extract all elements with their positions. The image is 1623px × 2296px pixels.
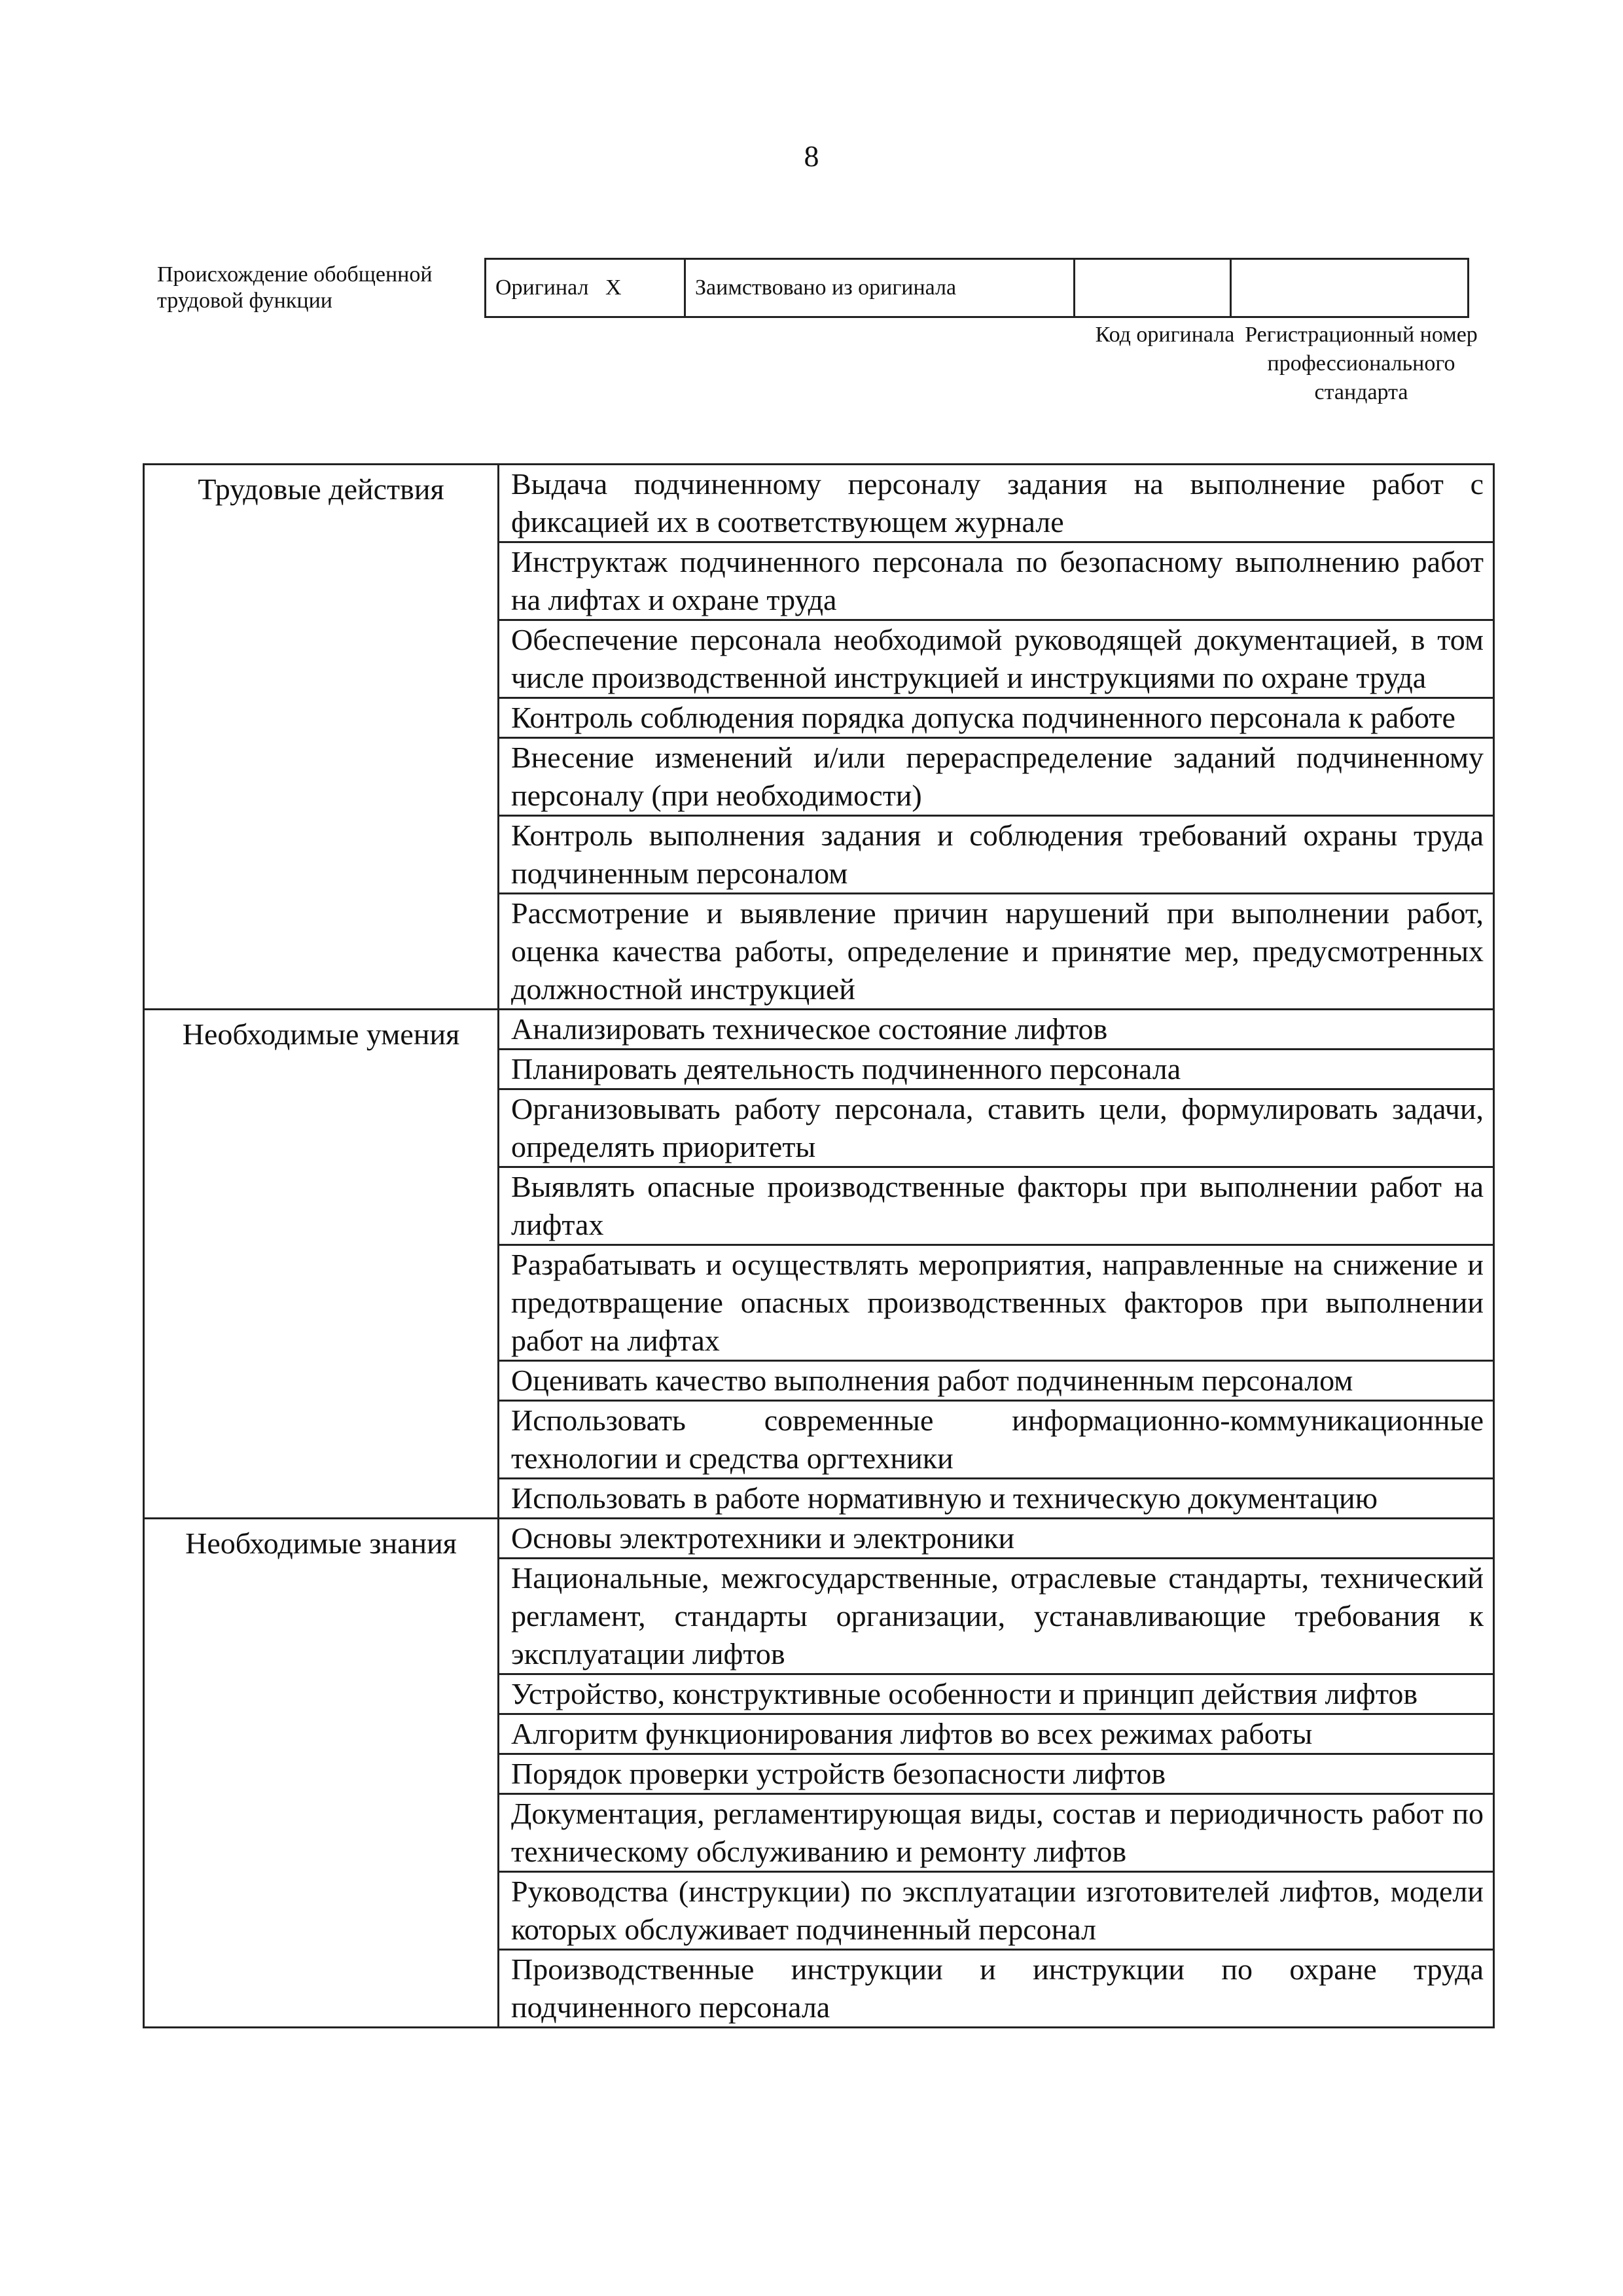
section-item: Анализировать техническое состояние лифтов xyxy=(499,1010,1494,1050)
section-title: Трудовые действия xyxy=(144,465,499,1010)
section-title: Необходимые знания xyxy=(144,1519,499,2028)
section-item: Инструктаж подчиненного персонала по безопасному выполнению работ на лифтах и охране труда xyxy=(499,542,1494,620)
section-item: Документация, регламентирующая виды, состав и периодичность работ по техническому обслуживанию и ремонту лифтов xyxy=(499,1794,1494,1872)
section-item: Внесение изменений и/или перераспределение заданий подчиненному персоналу (при необходимости) xyxy=(499,738,1494,816)
registration-number-caption: Регистрационный номер профессионального стандарта xyxy=(1245,323,1478,404)
table-row xyxy=(144,1519,1494,1559)
page-number: 8 xyxy=(804,139,819,173)
section-item: Планировать деятельность подчиненного персонала xyxy=(499,1050,1494,1089)
table-row xyxy=(144,465,1494,542)
section-item: Выдача подчиненному персоналу задания на выполнение работ с фиксацией их в соответствующем журнале xyxy=(499,465,1494,542)
table-row xyxy=(144,1010,1494,1050)
section-item: Использовать в работе нормативную и техническую документацию xyxy=(499,1479,1494,1519)
section-item: Контроль соблюдения порядка допуска подчиненного персонала к работе xyxy=(499,698,1494,738)
section-item: Контроль выполнения задания и соблюдения требований охраны труда подчиненным персоналом xyxy=(499,816,1494,894)
borrowed-label: Заимствовано из оригинала xyxy=(695,275,957,300)
origin-sub-labels xyxy=(1086,321,1479,438)
section-item: Обеспечение персонала необходимой руководящей документацией, в том числе производственной инструкцией и инструкциями по охране труда xyxy=(499,620,1494,698)
section-item: Алгоритм функционирования лифтов во всех режимах работы xyxy=(499,1714,1494,1754)
section-item: Использовать современные информационно-коммуникационные технологии и средства оргтехники xyxy=(499,1401,1494,1479)
section-item: Производственные инструкции и инструкции по охране труда подчиненного персонала xyxy=(499,1950,1494,2028)
origin-table xyxy=(484,258,1469,318)
section-item: Организовывать работу персонала, ставить цели, формулировать задачи, определять приоритеты xyxy=(499,1089,1494,1167)
section-item: Национальные, межгосударственные, отраслевые стандарты, технический регламент, стандарты организации, устанавливающие требования к эксплуатации лифтов xyxy=(499,1559,1494,1674)
original-cell xyxy=(486,259,685,317)
section-title: Необходимые умения xyxy=(144,1010,499,1519)
section-item: Руководства (инструкции) по эксплуатации изготовителей лифтов, модели которых обслуживает подчиненный персонал xyxy=(499,1872,1494,1950)
registration-number-cell xyxy=(1231,259,1469,317)
section-item: Основы электротехники и электроники xyxy=(499,1519,1494,1559)
labor-functions-table xyxy=(143,463,1495,2028)
section-item: Порядок проверки устройств безопасности лифтов xyxy=(499,1754,1494,1794)
section-item: Оценивать качество выполнения работ подчиненным персоналом xyxy=(499,1361,1494,1401)
section-item: Рассмотрение и выявление причин нарушений при выполнении работ, оценка качества работы, определение и принятие мер, предусмотренных должностной инструкцией xyxy=(499,894,1494,1010)
origin-label: Происхождение обобщенной трудовой функции xyxy=(157,262,433,313)
section-item: Разрабатывать и осуществлять мероприятия, направленные на снижение и предотвращение опасных производственных факторов при выполнении работ на лифтах xyxy=(499,1245,1494,1361)
code-original-caption: Код оригинала xyxy=(1095,323,1235,347)
borrowed-cell xyxy=(685,259,1075,317)
code-original-cell xyxy=(1075,259,1231,317)
section-item: Выявлять опасные производственные факторы при выполнении работ на лифтах xyxy=(499,1167,1494,1245)
original-mark: X xyxy=(605,275,622,300)
original-label: Оригинал xyxy=(495,275,589,300)
section-item: Устройство, конструктивные особенности и принцип действия лифтов xyxy=(499,1674,1494,1714)
